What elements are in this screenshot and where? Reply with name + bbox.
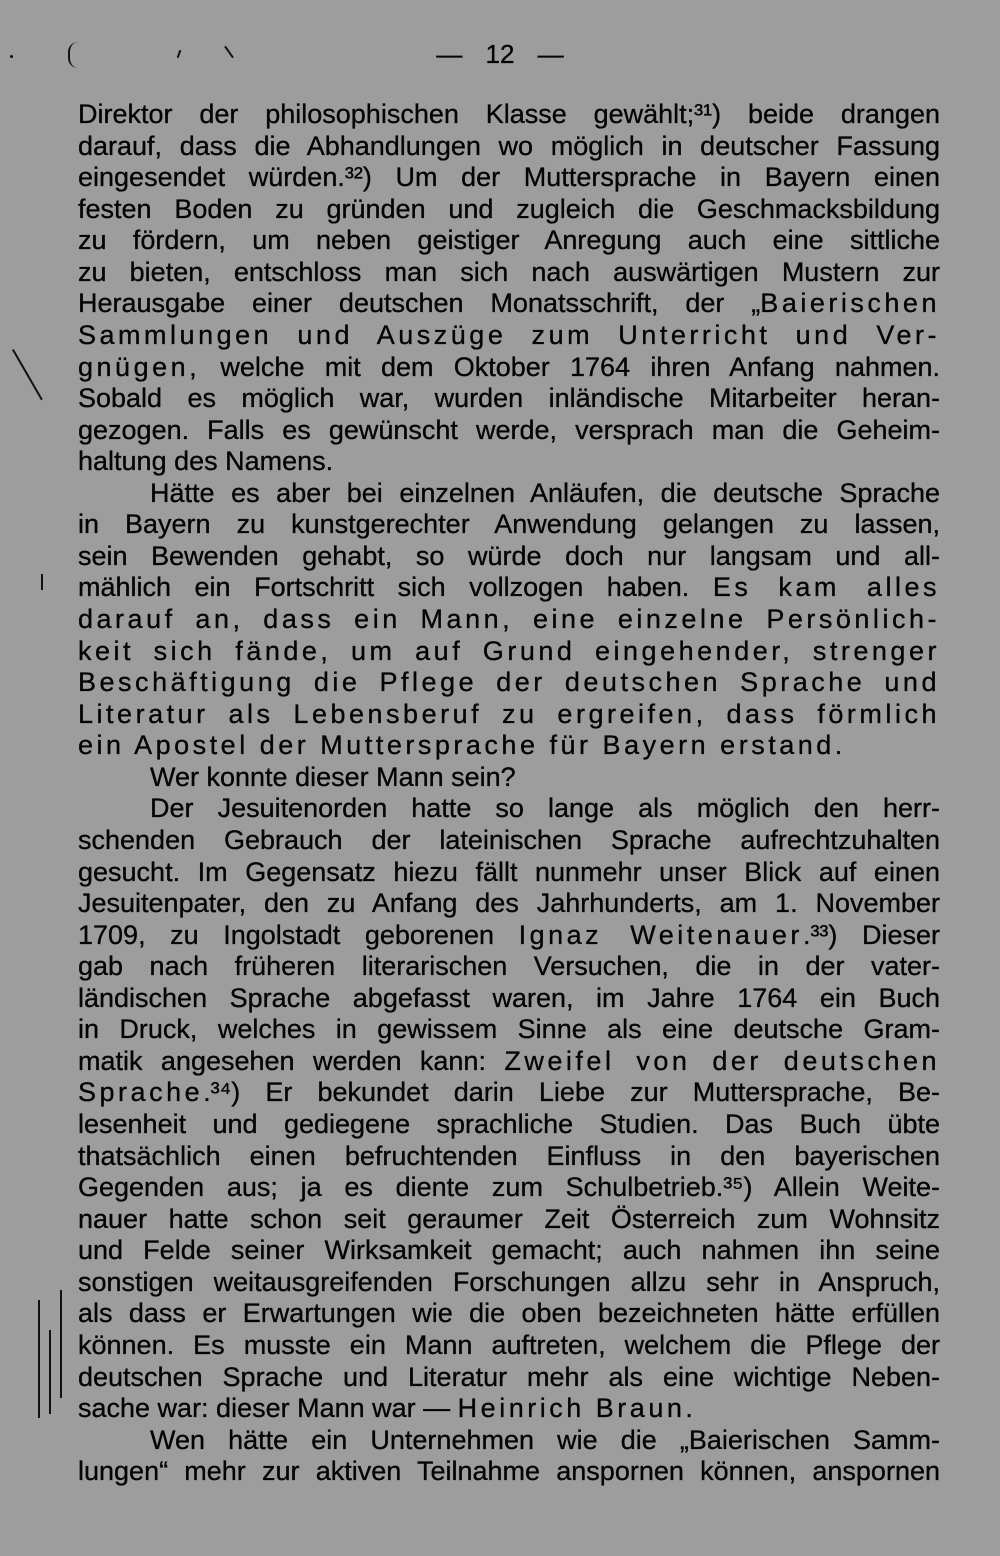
text-line <box>78 194 940 226</box>
spaced-emphasis-text: Es kam alles <box>712 572 940 603</box>
text-run: ländischen Sprache abgefasst waren, im Jahre 1764 ein Buch <box>78 982 940 1013</box>
text-run: .³³) Dieser <box>802 919 941 950</box>
spaced-emphasis-text: ein Apostel der Muttersprache für Bayern erstand. <box>78 730 846 761</box>
spaced-emphasis-text: Beschäftigung die Pflege der deutschen Sprache und <box>78 667 940 698</box>
text-line <box>78 920 940 952</box>
spaced-emphasis-text: Baierischen <box>760 288 940 319</box>
spaced-emphasis-text: gnügen, <box>78 351 201 382</box>
text-run: haltung des Namens. <box>78 446 334 477</box>
text-line <box>78 288 940 320</box>
paragraph <box>78 1425 940 1488</box>
text-run: deutschen Sprache und Literatur mehr als eine wichtige Neben- <box>78 1361 940 1392</box>
text-run: sonstigen weitausgreifenden Forschungen allzu sehr in Anspruch, <box>78 1266 940 1297</box>
text-line <box>78 1298 940 1330</box>
text-line <box>78 383 940 415</box>
pencil-mark <box>60 1290 62 1398</box>
text-run: . <box>685 1393 693 1424</box>
text-line <box>78 1046 940 1078</box>
text-run: in Druck, welches in gewissem Sinne als eine deutsche Gram- <box>78 1014 940 1045</box>
spaced-emphasis-text: Zweifel von der deutschen <box>504 1045 940 1076</box>
text-line <box>78 1425 940 1457</box>
text-line <box>78 352 940 384</box>
text-line <box>78 888 940 920</box>
text-run: lungen“ mehr zur aktiven Teilnahme anspornen können, anspornen <box>78 1456 940 1487</box>
text-run: darauf, dass die Abhandlungen wo möglich in deutscher Fassung <box>78 130 940 161</box>
text-run: und Felde seiner Wirksamkeit gemacht; auch nahmen ihn seine <box>78 1235 940 1266</box>
text-line <box>78 1141 940 1173</box>
text-run: sein Bewenden gehabt, so würde doch nur langsam und all- <box>78 540 940 571</box>
text-run: zu bieten, entschloss man sich nach auswärtigen Mustern zur <box>78 256 940 287</box>
text-line <box>78 793 940 825</box>
text-line <box>78 509 940 541</box>
text-line <box>78 1456 940 1488</box>
pencil-mark <box>12 349 43 400</box>
spaced-emphasis-text: Ignaz Weitenauer <box>518 919 803 950</box>
spaced-emphasis-text: Literatur als Lebensberuf zu ergreifen, dass förmlich <box>78 698 940 729</box>
text-line <box>78 857 940 889</box>
text-run: in Bayern zu kunstgerechter Anwendung gelangen zu lassen, <box>78 509 940 540</box>
text-run: Jesuitenpater, den zu Anfang des Jahrhunderts, am 1. November <box>78 888 940 919</box>
text-line <box>78 951 940 983</box>
pencil-mark <box>49 1330 51 1414</box>
text-run: gesucht. Im Gegensatz hiezu fällt nunmehr unser Blick auf einen <box>78 856 940 887</box>
text-run: gezogen. Falls es gewünscht werde, versprach man die Geheim- <box>78 414 940 445</box>
text-run: Herausgabe einer deutschen Monatsschrift, der „ <box>78 288 761 319</box>
text-line <box>78 762 940 794</box>
text-run: lesenheit und gediegene sprachliche Studien. Das Buch übte <box>78 1109 940 1139</box>
page-number-header: — 12 — <box>436 39 564 69</box>
text-line <box>78 257 940 289</box>
text-line <box>78 225 940 257</box>
text-line <box>78 1014 940 1046</box>
text-run: als dass er Erwartungen wie die oben bezeichneten hätte erfüllen <box>78 1298 940 1329</box>
text-run: matik angesehen werden kann: <box>78 1045 505 1076</box>
text-line <box>78 541 940 573</box>
page-body <box>78 99 940 1488</box>
text-line <box>78 983 940 1015</box>
text-line <box>78 825 940 857</box>
text-run: eingesendet würden.³²) Um der Muttersprache in Bayern einen <box>78 162 940 193</box>
spaced-emphasis-text: keit sich fände, um auf Grund eingehender, strenger <box>78 635 940 666</box>
text-run: Direktor der philosophischen Klasse gewählt;³¹) beide drangen <box>78 99 940 129</box>
text-line <box>78 478 940 510</box>
text-line <box>78 699 940 731</box>
text-line <box>78 1267 940 1299</box>
text-line <box>78 415 940 447</box>
pencil-mark <box>10 55 13 58</box>
text-line <box>78 1172 940 1204</box>
text-run: gab nach früheren literarischen Versuchen, die in der vater- <box>78 951 940 982</box>
spaced-emphasis-text: darauf an, dass ein Mann, eine einzelne Persönlich- <box>78 604 940 634</box>
spaced-emphasis-text: Heinrich Braun <box>457 1393 686 1424</box>
text-run: Wen hätte ein Unternehmen wie die „Baierischen Samm- <box>150 1424 940 1455</box>
text-line <box>78 730 940 762</box>
text-run: 1709, zu Ingolstadt geborenen <box>78 919 519 950</box>
text-run: thatsächlich einen befruchtenden Einfluss in den bayerischen <box>78 1140 940 1171</box>
text-line <box>78 1077 940 1109</box>
text-run: welche mit dem Oktober 1764 ihren Anfang nahmen. <box>200 351 940 382</box>
text-line <box>78 1362 940 1394</box>
text-line <box>78 446 940 478</box>
spaced-emphasis-text: Sammlungen und Auszüge zum Unterricht und Ver- <box>78 319 940 350</box>
text-run: können. Es musste ein Mann auftreten, welchem die Pflege der <box>78 1329 940 1360</box>
text-run: Gegenden aus; ja es diente zum Schulbetrieb.³⁵) Allein Weite- <box>78 1172 940 1203</box>
text-line <box>78 636 940 668</box>
pencil-mark <box>38 1300 40 1418</box>
text-run: mählich ein Fortschritt sich vollzogen haben. <box>78 572 713 603</box>
text-line <box>78 1235 940 1267</box>
text-run: schenden Gebrauch der lateinischen Sprache aufrechtzuhalten <box>78 824 940 855</box>
text-line <box>78 320 940 352</box>
text-line <box>78 131 940 163</box>
pencil-mark <box>41 574 43 590</box>
text-run: .³⁴) Er bekundet darin Liebe zur Muttersprache, Be- <box>203 1077 940 1108</box>
text-line <box>78 572 940 604</box>
text-line <box>78 99 940 131</box>
text-line <box>78 1393 940 1425</box>
paragraph <box>78 478 940 762</box>
text-line <box>78 1330 940 1362</box>
paragraph <box>78 99 940 478</box>
text-run: Sobald es möglich war, wurden inländische Mitarbeiter heran- <box>78 383 940 414</box>
text-line <box>78 1204 940 1236</box>
spaced-emphasis-text: Sprache <box>78 1077 204 1108</box>
text-run: Hätte es aber bei einzelnen Anläufen, die deutsche Sprache <box>150 477 940 508</box>
text-line <box>78 1109 940 1141</box>
text-line <box>78 667 940 699</box>
text-run: zu fördern, um neben geistiger Anregung auch eine sittliche <box>78 225 940 256</box>
paragraph <box>78 793 940 1424</box>
text-run: sache war: dieser Mann war — <box>78 1393 458 1424</box>
text-line <box>78 604 940 636</box>
text-run: nauer hatte schon seit geraumer Zeit Österreich zum Wohnsitz <box>78 1203 940 1234</box>
pencil-mark <box>68 42 78 68</box>
text-run: Der Jesuitenorden hatte so lange als möglich den herr- <box>150 793 940 824</box>
paragraph <box>78 762 940 794</box>
text-run: festen Boden zu gründen und zugleich die Geschmacksbildung <box>78 193 940 224</box>
text-run: Wer konnte dieser Mann sein? <box>150 761 516 792</box>
text-line <box>78 162 940 194</box>
